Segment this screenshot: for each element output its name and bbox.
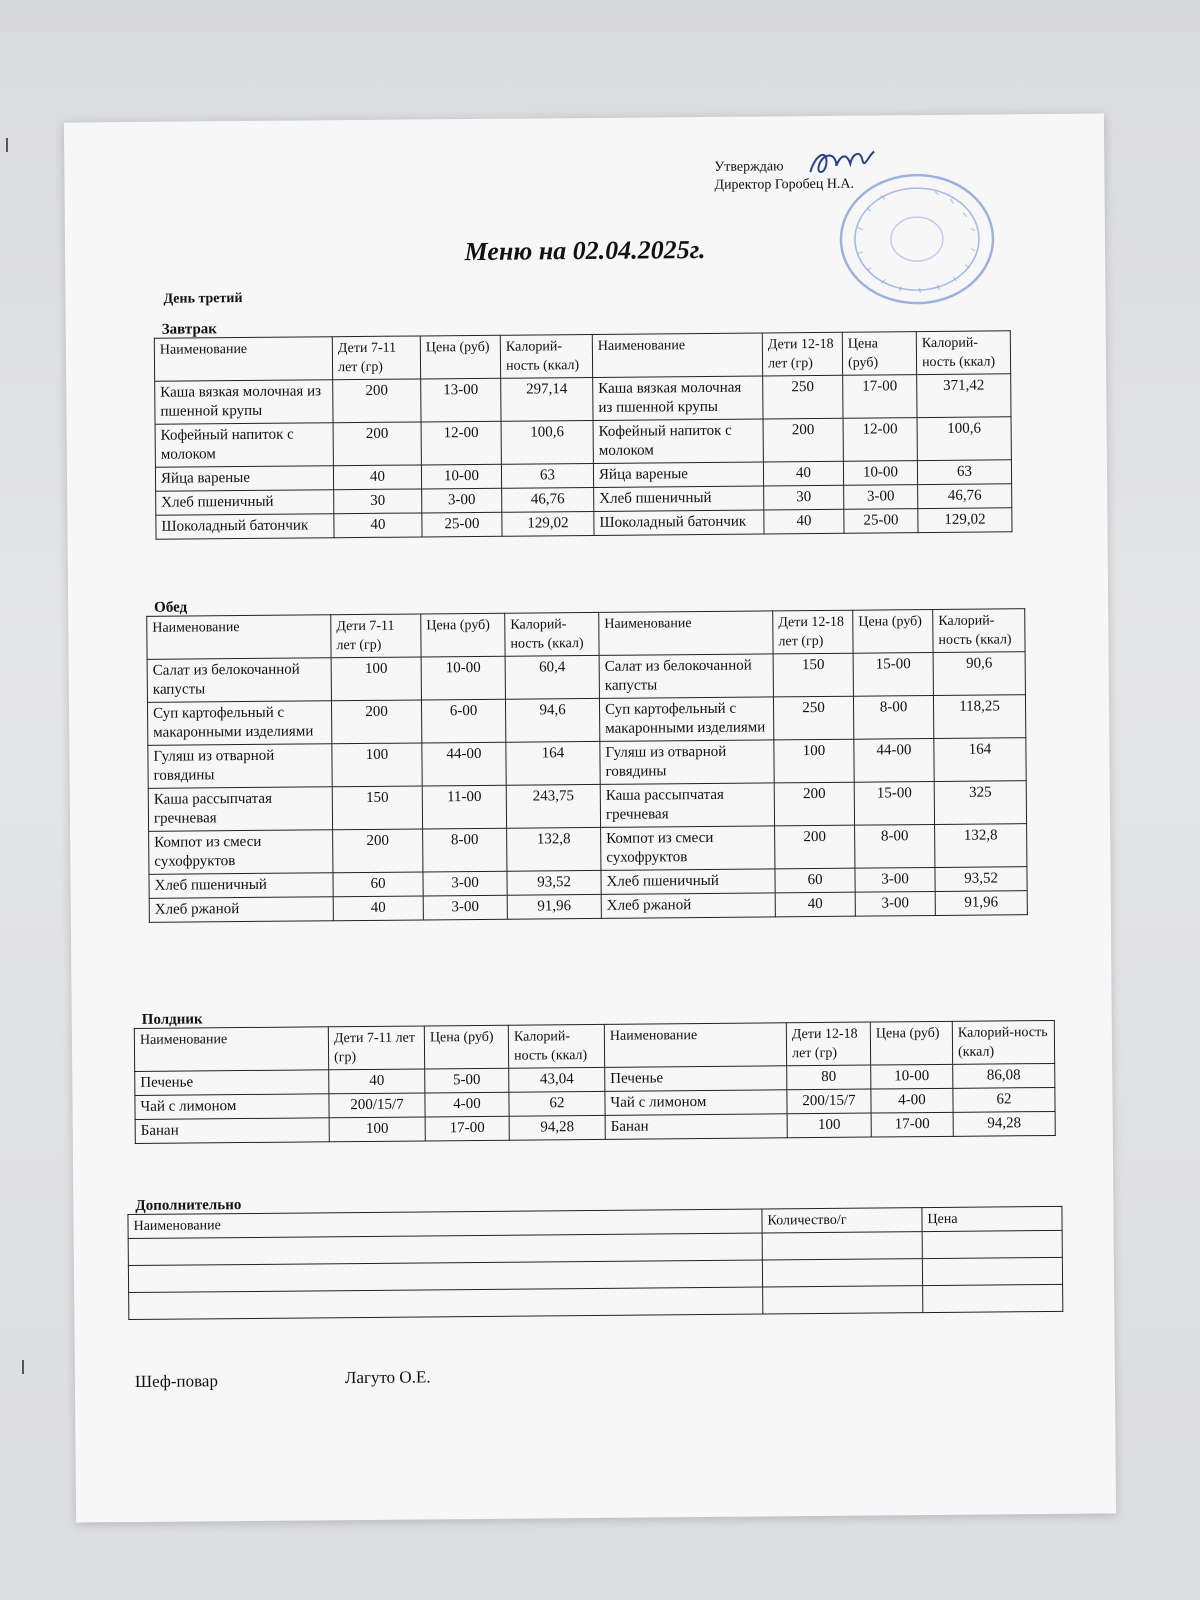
empty-cell: [762, 1232, 922, 1260]
dish-name-12-18: Хлеб пшеничный: [594, 486, 764, 511]
calories-12-18: 90,6: [933, 652, 1025, 696]
portion-12-18: 60: [775, 868, 855, 893]
calories-7-11: 60,4: [505, 655, 599, 699]
col-name: Наименование: [604, 1023, 786, 1068]
table-row: [148, 738, 1026, 789]
calories-12-18: 164: [934, 738, 1026, 782]
portion-12-18: 200/15/7: [787, 1089, 871, 1114]
dish-name-7-11: Хлеб ржаной: [149, 897, 333, 923]
price-12-18: 8-00: [853, 695, 933, 739]
price-7-11: 10-00: [421, 656, 505, 700]
price-7-11: 8-00: [423, 828, 507, 872]
col-name: Наименование: [147, 615, 331, 660]
calories-7-11: 46,76: [502, 487, 594, 512]
price-12-18: 17-00: [871, 1112, 953, 1137]
portion-7-11: 40: [329, 1069, 425, 1094]
calories-12-18: 63: [917, 460, 1011, 485]
price-7-11: 12-00: [421, 421, 501, 465]
dish-name-7-11: Суп картофельный с макаронными изделиями: [147, 701, 331, 746]
calories-7-11: 94,6: [505, 698, 599, 742]
portion-7-11: 200: [333, 829, 423, 873]
price-7-11: 25-00: [422, 512, 502, 537]
dish-name-12-18: Банан: [605, 1114, 787, 1140]
dish-name-12-18: Компот из смеси сухофруктов: [601, 826, 775, 871]
empty-cell: [129, 1287, 763, 1320]
dish-name-12-18: Чай с лимоном: [605, 1090, 787, 1116]
calories-12-18: 91,96: [935, 891, 1027, 916]
dish-name-7-11: Каша рассыпчатая гречневая: [148, 787, 332, 832]
col-price: Цена (руб): [424, 1025, 508, 1069]
dish-name-7-11: Шоколадный батончик: [156, 514, 334, 540]
dish-name-7-11: Кофейный напиток с молоком: [155, 423, 333, 468]
price-7-11: 5-00: [425, 1068, 509, 1093]
calories-7-11: 62: [509, 1091, 605, 1116]
price-12-18: 3-00: [844, 485, 918, 510]
table-row: [148, 781, 1026, 832]
dish-name-7-11: Гуляш из отварной говядины: [148, 744, 332, 789]
empty-cell: [923, 1284, 1063, 1312]
portion-12-18: 150: [773, 653, 853, 697]
dish-name-12-18: Кофейный напиток с молоком: [593, 419, 763, 463]
calories-12-18: 371,42: [917, 374, 1011, 418]
calories-12-18: 94,28: [953, 1111, 1055, 1136]
empty-cell: [922, 1257, 1062, 1285]
portion-12-18: 100: [787, 1113, 871, 1138]
empty-cell: [922, 1230, 1062, 1258]
table-row: [147, 695, 1025, 746]
table-header-row: [154, 331, 1010, 381]
calories-12-18: 100,6: [917, 417, 1011, 461]
calories-12-18: 86,08: [953, 1063, 1055, 1088]
calories-7-11: 91,96: [507, 894, 601, 919]
col-kids-7-11: Дети 7-11 лет (гр): [332, 336, 420, 380]
col-price: Цена: [922, 1206, 1062, 1231]
dish-name-7-11: Салат из белокочанной капусты: [147, 658, 331, 703]
portion-12-18: 250: [773, 696, 853, 740]
calories-7-11: 94,28: [509, 1115, 605, 1140]
price-12-18: 17-00: [843, 375, 917, 419]
dish-name-7-11: Яйца вареные: [155, 466, 333, 492]
col-calories: Калорий-ность (ккал): [916, 331, 1010, 375]
lunch-label: Обед: [154, 599, 188, 616]
col-calories: Калорий-ность (ккал): [933, 609, 1025, 653]
price-12-18: 3-00: [855, 867, 935, 892]
portion-12-18: 200: [775, 825, 855, 869]
day-label: День третий: [163, 291, 243, 307]
chef-name: Лагуто О.Е.: [344, 1367, 431, 1388]
portion-7-11: 60: [333, 872, 423, 897]
lunch-table: [146, 608, 1028, 923]
portion-7-11: 200: [331, 700, 421, 744]
price-7-11: 11-00: [422, 785, 506, 829]
price-12-18: 15-00: [854, 781, 934, 825]
portion-7-11: 100: [332, 743, 422, 787]
calories-7-11: 297,14: [501, 377, 593, 421]
portion-12-18: 40: [763, 461, 843, 486]
price-7-11: 3-00: [423, 895, 507, 920]
portion-12-18: 200: [763, 418, 843, 462]
calories-7-11: 100,6: [501, 420, 593, 464]
col-calories: Калорий-ность (ккал): [505, 612, 599, 656]
snack-label: Полдник: [141, 1011, 203, 1028]
portion-7-11: 30: [334, 489, 422, 514]
dish-name-7-11: Компот из смеси сухофруктов: [149, 830, 333, 875]
portion-7-11: 200/15/7: [329, 1093, 425, 1118]
dish-name-7-11: Печенье: [135, 1070, 329, 1096]
table-row: [149, 824, 1027, 875]
price-12-18: 3-00: [855, 891, 935, 916]
portion-7-11: 100: [331, 657, 421, 701]
col-name: Наименование: [599, 611, 773, 656]
calories-7-11: 93,52: [507, 870, 601, 895]
calories-7-11: 63: [501, 463, 593, 488]
price-7-11: 17-00: [425, 1116, 509, 1141]
portion-7-11: 40: [333, 465, 421, 490]
price-12-18: 4-00: [871, 1088, 953, 1113]
calories-7-11: 164: [506, 741, 600, 785]
empty-cell: [762, 1259, 922, 1287]
table-row: [147, 652, 1025, 703]
portion-7-11: 40: [333, 896, 423, 921]
col-price: Цена (руб): [870, 1021, 952, 1065]
director-label: Директор Горобец Н.А.: [714, 176, 855, 193]
calories-7-11: 43,04: [509, 1067, 605, 1092]
price-7-11: 3-00: [422, 488, 502, 513]
price-7-11: 4-00: [425, 1092, 509, 1117]
price-12-18: 44-00: [854, 738, 934, 782]
snack-table: [134, 1020, 1056, 1144]
col-kids-12-18: Дети 12-18 лет (гр): [762, 332, 842, 376]
price-7-11: 6-00: [421, 699, 505, 743]
price-7-11: 3-00: [423, 871, 507, 896]
dish-name-7-11: Хлеб пшеничный: [149, 873, 333, 899]
dish-name-7-11: Каша вязкая молочная из пшенной крупы: [155, 380, 333, 425]
col-calories: Калорий-ность (ккал): [500, 334, 592, 378]
dish-name-12-18: Каша вязкая молочная из пшенной крупы: [593, 376, 763, 420]
extra-table: [127, 1206, 1063, 1320]
calories-12-18: 46,76: [918, 484, 1012, 509]
margin-mark: [22, 1360, 24, 1374]
calories-12-18: 62: [953, 1087, 1055, 1112]
portion-12-18: 80: [787, 1065, 871, 1090]
calories-12-18: 118,25: [933, 695, 1025, 739]
portion-12-18: 200: [774, 782, 854, 826]
col-name: Наименование: [134, 1027, 328, 1072]
col-kids-7-11: Дети 7-11 лет (гр): [331, 614, 421, 658]
dish-name-7-11: Хлеб пшеничный: [156, 490, 334, 516]
col-quantity: Количество/г: [762, 1208, 922, 1233]
col-price: Цена (руб): [842, 332, 916, 376]
price-12-18: 15-00: [853, 652, 933, 696]
price-12-18: 8-00: [855, 824, 935, 868]
calories-7-11: 132,8: [507, 827, 601, 871]
portion-7-11: 40: [334, 513, 422, 538]
price-7-11: 13-00: [421, 378, 501, 422]
dish-name-12-18: Шоколадный батончик: [594, 510, 764, 535]
col-calories: Калорий-ность (ккал): [508, 1024, 604, 1068]
table-header-row: [147, 609, 1025, 660]
dish-name-12-18: Суп картофельный с макаронными изделиями: [599, 697, 773, 742]
price-12-18: 12-00: [843, 418, 917, 462]
col-calories: Калорий-ность (ккал): [952, 1020, 1054, 1064]
chef-role: Шеф-повар: [134, 1371, 219, 1391]
dish-name-12-18: Хлеб пшеничный: [601, 869, 775, 895]
col-name: Наименование: [592, 333, 762, 377]
dish-name-12-18: Хлеб ржаной: [601, 893, 775, 919]
empty-cell: [763, 1286, 923, 1314]
portion-7-11: 100: [329, 1117, 425, 1142]
portion-12-18: 30: [764, 485, 844, 510]
extra-label: Дополнительно: [135, 1197, 242, 1214]
breakfast-table: [154, 330, 1013, 539]
portion-12-18: 100: [774, 739, 854, 783]
menu-sheet: [64, 113, 1116, 1522]
dish-name-7-11: Банан: [135, 1118, 329, 1144]
dish-name-7-11: Чай с лимоном: [135, 1094, 329, 1120]
col-price: Цена (руб): [421, 613, 505, 657]
price-12-18: 25-00: [844, 509, 918, 534]
col-price: Цена (руб): [853, 610, 933, 654]
price-7-11: 44-00: [422, 742, 506, 786]
dish-name-12-18: Гуляш из отварной говядины: [600, 740, 774, 785]
price-7-11: 10-00: [421, 464, 501, 489]
approve-label: Утверждаю: [714, 159, 784, 175]
page-title: Меню на 02.04.2025г.: [464, 234, 706, 267]
calories-7-11: 129,02: [502, 511, 594, 536]
price-12-18: 10-00: [871, 1064, 953, 1089]
table-row: [155, 374, 1011, 424]
table-row: [155, 417, 1011, 467]
col-kids-12-18: Дети 12-18 лет (гр): [773, 610, 853, 654]
col-name: Наименование: [154, 337, 332, 382]
breakfast-label: Завтрак: [161, 321, 217, 338]
portion-12-18: 40: [775, 892, 855, 917]
calories-7-11: 243,75: [506, 784, 600, 828]
portion-12-18: 40: [764, 509, 844, 534]
calories-12-18: 129,02: [918, 508, 1012, 533]
price-12-18: 10-00: [843, 461, 917, 486]
col-kids-7-11: Дети 7-11 лет (гр): [328, 1026, 424, 1070]
portion-7-11: 150: [332, 786, 422, 830]
col-kids-12-18: Дети 12-18 лет (гр): [786, 1022, 870, 1066]
col-price: Цена (руб): [420, 335, 500, 379]
dish-name-12-18: Печенье: [605, 1066, 787, 1092]
portion-12-18: 250: [763, 375, 843, 419]
calories-12-18: 325: [934, 781, 1026, 825]
margin-mark: [6, 138, 8, 152]
dish-name-12-18: Каша рассыпчатая гречневая: [600, 783, 774, 828]
calories-12-18: 132,8: [935, 824, 1027, 868]
calories-12-18: 93,52: [935, 867, 1027, 892]
portion-7-11: 200: [333, 422, 421, 466]
dish-name-12-18: Салат из белокочанной капусты: [599, 654, 773, 699]
col-name: Наименование: [128, 1209, 762, 1239]
dish-name-12-18: Яйца вареные: [593, 462, 763, 487]
portion-7-11: 200: [333, 379, 421, 423]
